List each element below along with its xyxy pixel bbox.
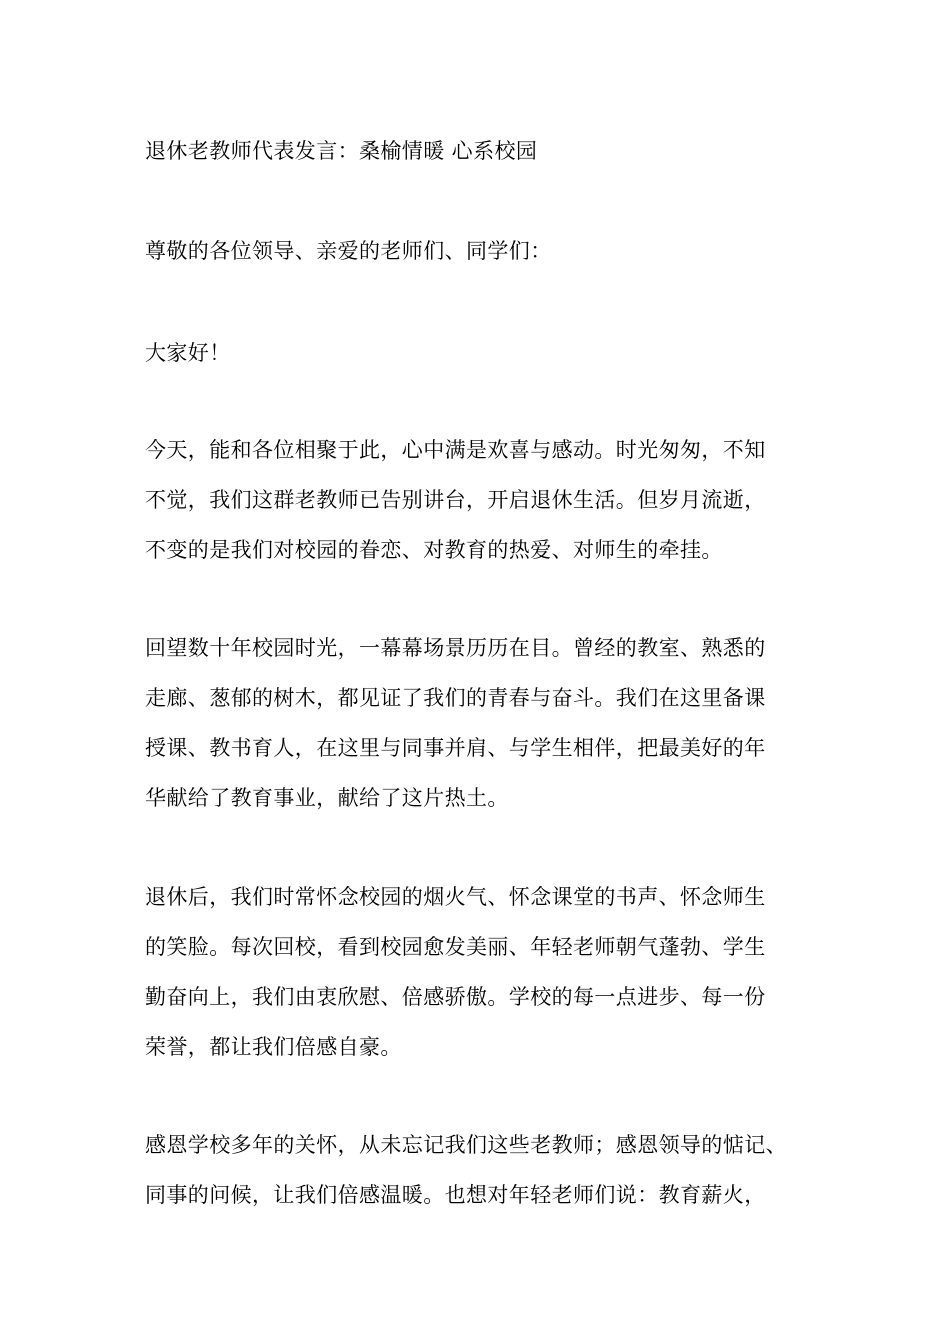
paragraph-line: 回望数十年校园时光，一幕幕场景历历在目。曾经的教室、熟悉的 (145, 636, 766, 660)
paragraph-line: 同事的问候，让我们倍感温暖。也想对年轻老师们说：教育薪火， (145, 1183, 766, 1207)
document-title: 退休老教师代表发言：桑榆情暖 心系校园 (145, 139, 538, 163)
salutation: 尊敬的各位领导、亲爱的老师们、同学们： (145, 239, 552, 263)
paragraph-line: 感恩学校多年的关怀，从未忘记我们这些老教师；感恩领导的惦记、 (145, 1133, 787, 1157)
greeting: 大家好！ (145, 341, 231, 365)
paragraph-line: 勤奋向上，我们由衷欣慰、倍感骄傲。学校的每一点进步、每一份 (145, 985, 766, 1009)
paragraph-line: 荣誉，都让我们倍感自豪。 (145, 1035, 402, 1059)
paragraph-line: 授课、教书育人，在这里与同事并肩、与学生相伴，把最美好的年 (145, 736, 766, 760)
paragraph-line: 今天，能和各位相聚于此，心中满是欢喜与感动。时光匆匆，不知 (145, 438, 766, 462)
paragraph-line: 不变的是我们对校园的眷恋、对教育的热爱、对师生的牵挂。 (145, 538, 723, 562)
paragraph-line: 的笑脸。每次回校，看到校园愈发美丽、年轻老师朝气蓬勃、学生 (145, 935, 766, 959)
paragraph-line: 华献给了教育事业，献给了这片热土。 (145, 786, 509, 810)
paragraph-line: 不觉，我们这群老教师已告别讲台，开启退休生活。但岁月流逝， (145, 488, 766, 512)
paragraph-line: 走廊、葱郁的树木，都见证了我们的青春与奋斗。我们在这里备课 (145, 686, 766, 710)
paragraph-line: 退休后，我们时常怀念校园的烟火气、怀念课堂的书声、怀念师生 (145, 885, 766, 909)
